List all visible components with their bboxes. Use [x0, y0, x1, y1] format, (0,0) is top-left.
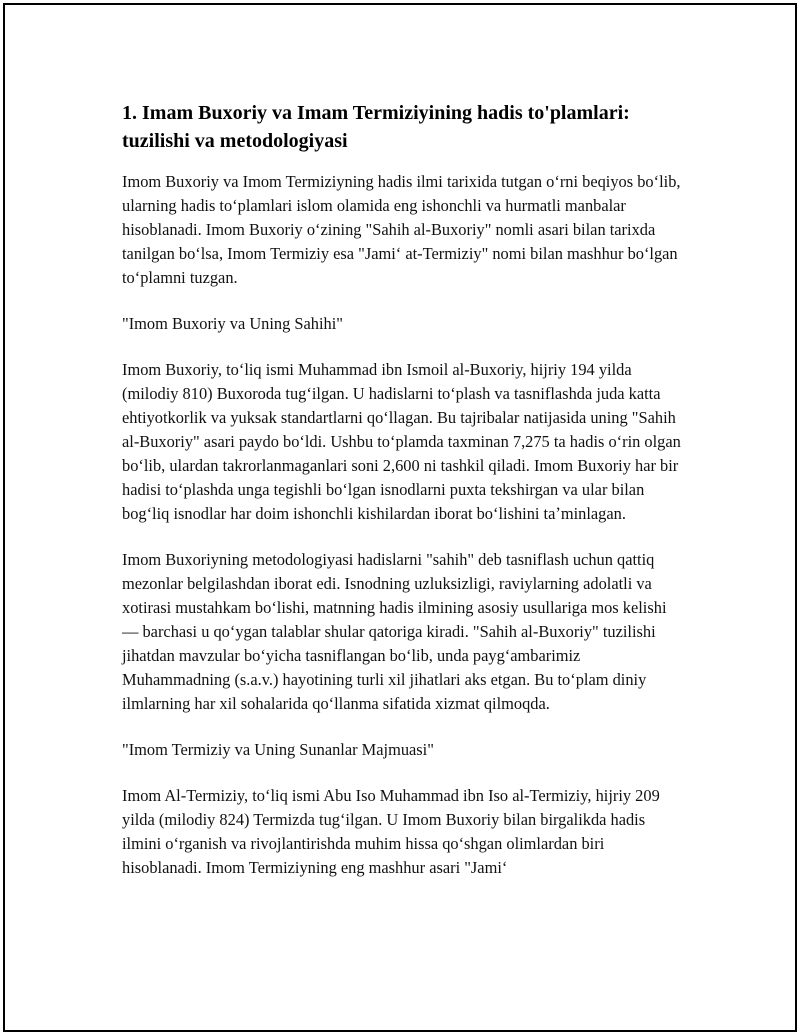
paragraph-termiziy-biography: Imom Al-Termiziy, toʻliq ismi Abu Iso Muhammad ibn Iso al-Termiziy, hijriy 209 yilda (milodiy 824) Termizda tugʻilgan. U Imom Buxoriy bilan birgalikda hadis ilmini oʻrganish va rivojlantirishda muhim hissa qoʻshgan olimlardan biri hisoblanadi. Imom Termiziyning eng mashhur asari "Jamiʻ: [122, 786, 660, 877]
section-heading: 1. Imam Buxoriy va Imam Termiziyining hadis to'plamlari: tuzilishi va metodologiyasi: [122, 102, 630, 152]
subheading-termiziy: "Imom Termiziy va Uning Sunanlar Majmuasi": [122, 740, 434, 759]
subheading-buxoriy: "Imom Buxoriy va Uning Sahihi": [122, 314, 343, 333]
paragraph-buxoriy-biography: Imom Buxoriy, toʻliq ismi Muhammad ibn Ismoil al-Buxoriy, hijriy 194 yilda (milodiy 810) Buxoroda tugʻilgan. U hadislarni toʻplash va tasniflashda juda katta ehtiyotkorlik va yuksak standartlarni qoʻllagan. Bu tajribalar natijasida uning "Sahih al-Buxoriy" asari paydo boʻldi. Ushbu toʻplamda taxminan 7,275 ta hadis oʻrin olgan boʻlib, ulardan takrorlanmaganlari soni 2,600 ni tashkil qiladi. Imom Buxoriy har bir hadisi toʻplashda unga tegishli boʻlgan isnodlarni puxta tekshirgan va ular bilan bogʻliq isnodlar har doim ishonchli kishilardan iborat boʻlishini taʼminlagan.: [122, 360, 681, 523]
document-body: [122, 99, 682, 902]
paragraph-buxoriy-methodology: Imom Buxoriyning metodologiyasi hadislarni "sahih" deb tasniflash uchun qattiq mezonlar belgilashdan iborat edi. Isnodning uzluksizligi, raviylarning adolatli va xotirasi mustahkam boʻlishi, matnning hadis ilmining asosiy usullariga mos kelishi — barchasi u qoʻygan talablar shular qatoriga kiradi. "Sahih al-Buxoriy" tuzilishi jihatdan mavzular boʻyicha tasniflangan boʻlib, unda paygʻambarimiz Muhammadning (s.a.v.) hayotining turli xil jihatlari aks etgan. Bu toʻplam diniy ilmlarning har xil sohalarida qoʻllanma sifatida xizmat qilmoqda.: [122, 550, 667, 713]
paragraph-intro: Imom Buxoriy va Imom Termiziyning hadis ilmi tarixida tutgan oʻrni beqiyos boʻlib, ularning hadis toʻplamlari islom olamida eng ishonchli va hurmatli manbalar hisoblanadi. Imom Buxoriy oʻzining "Sahih al-Buxoriy" nomli asari bilan tarixda tanilgan boʻlsa, Imom Termiziy esa "Jamiʻ at-Termiziy" nomi bilan mashhur boʻlgan toʻplamni tuzgan.: [122, 172, 681, 287]
document-page: [3, 3, 797, 1032]
